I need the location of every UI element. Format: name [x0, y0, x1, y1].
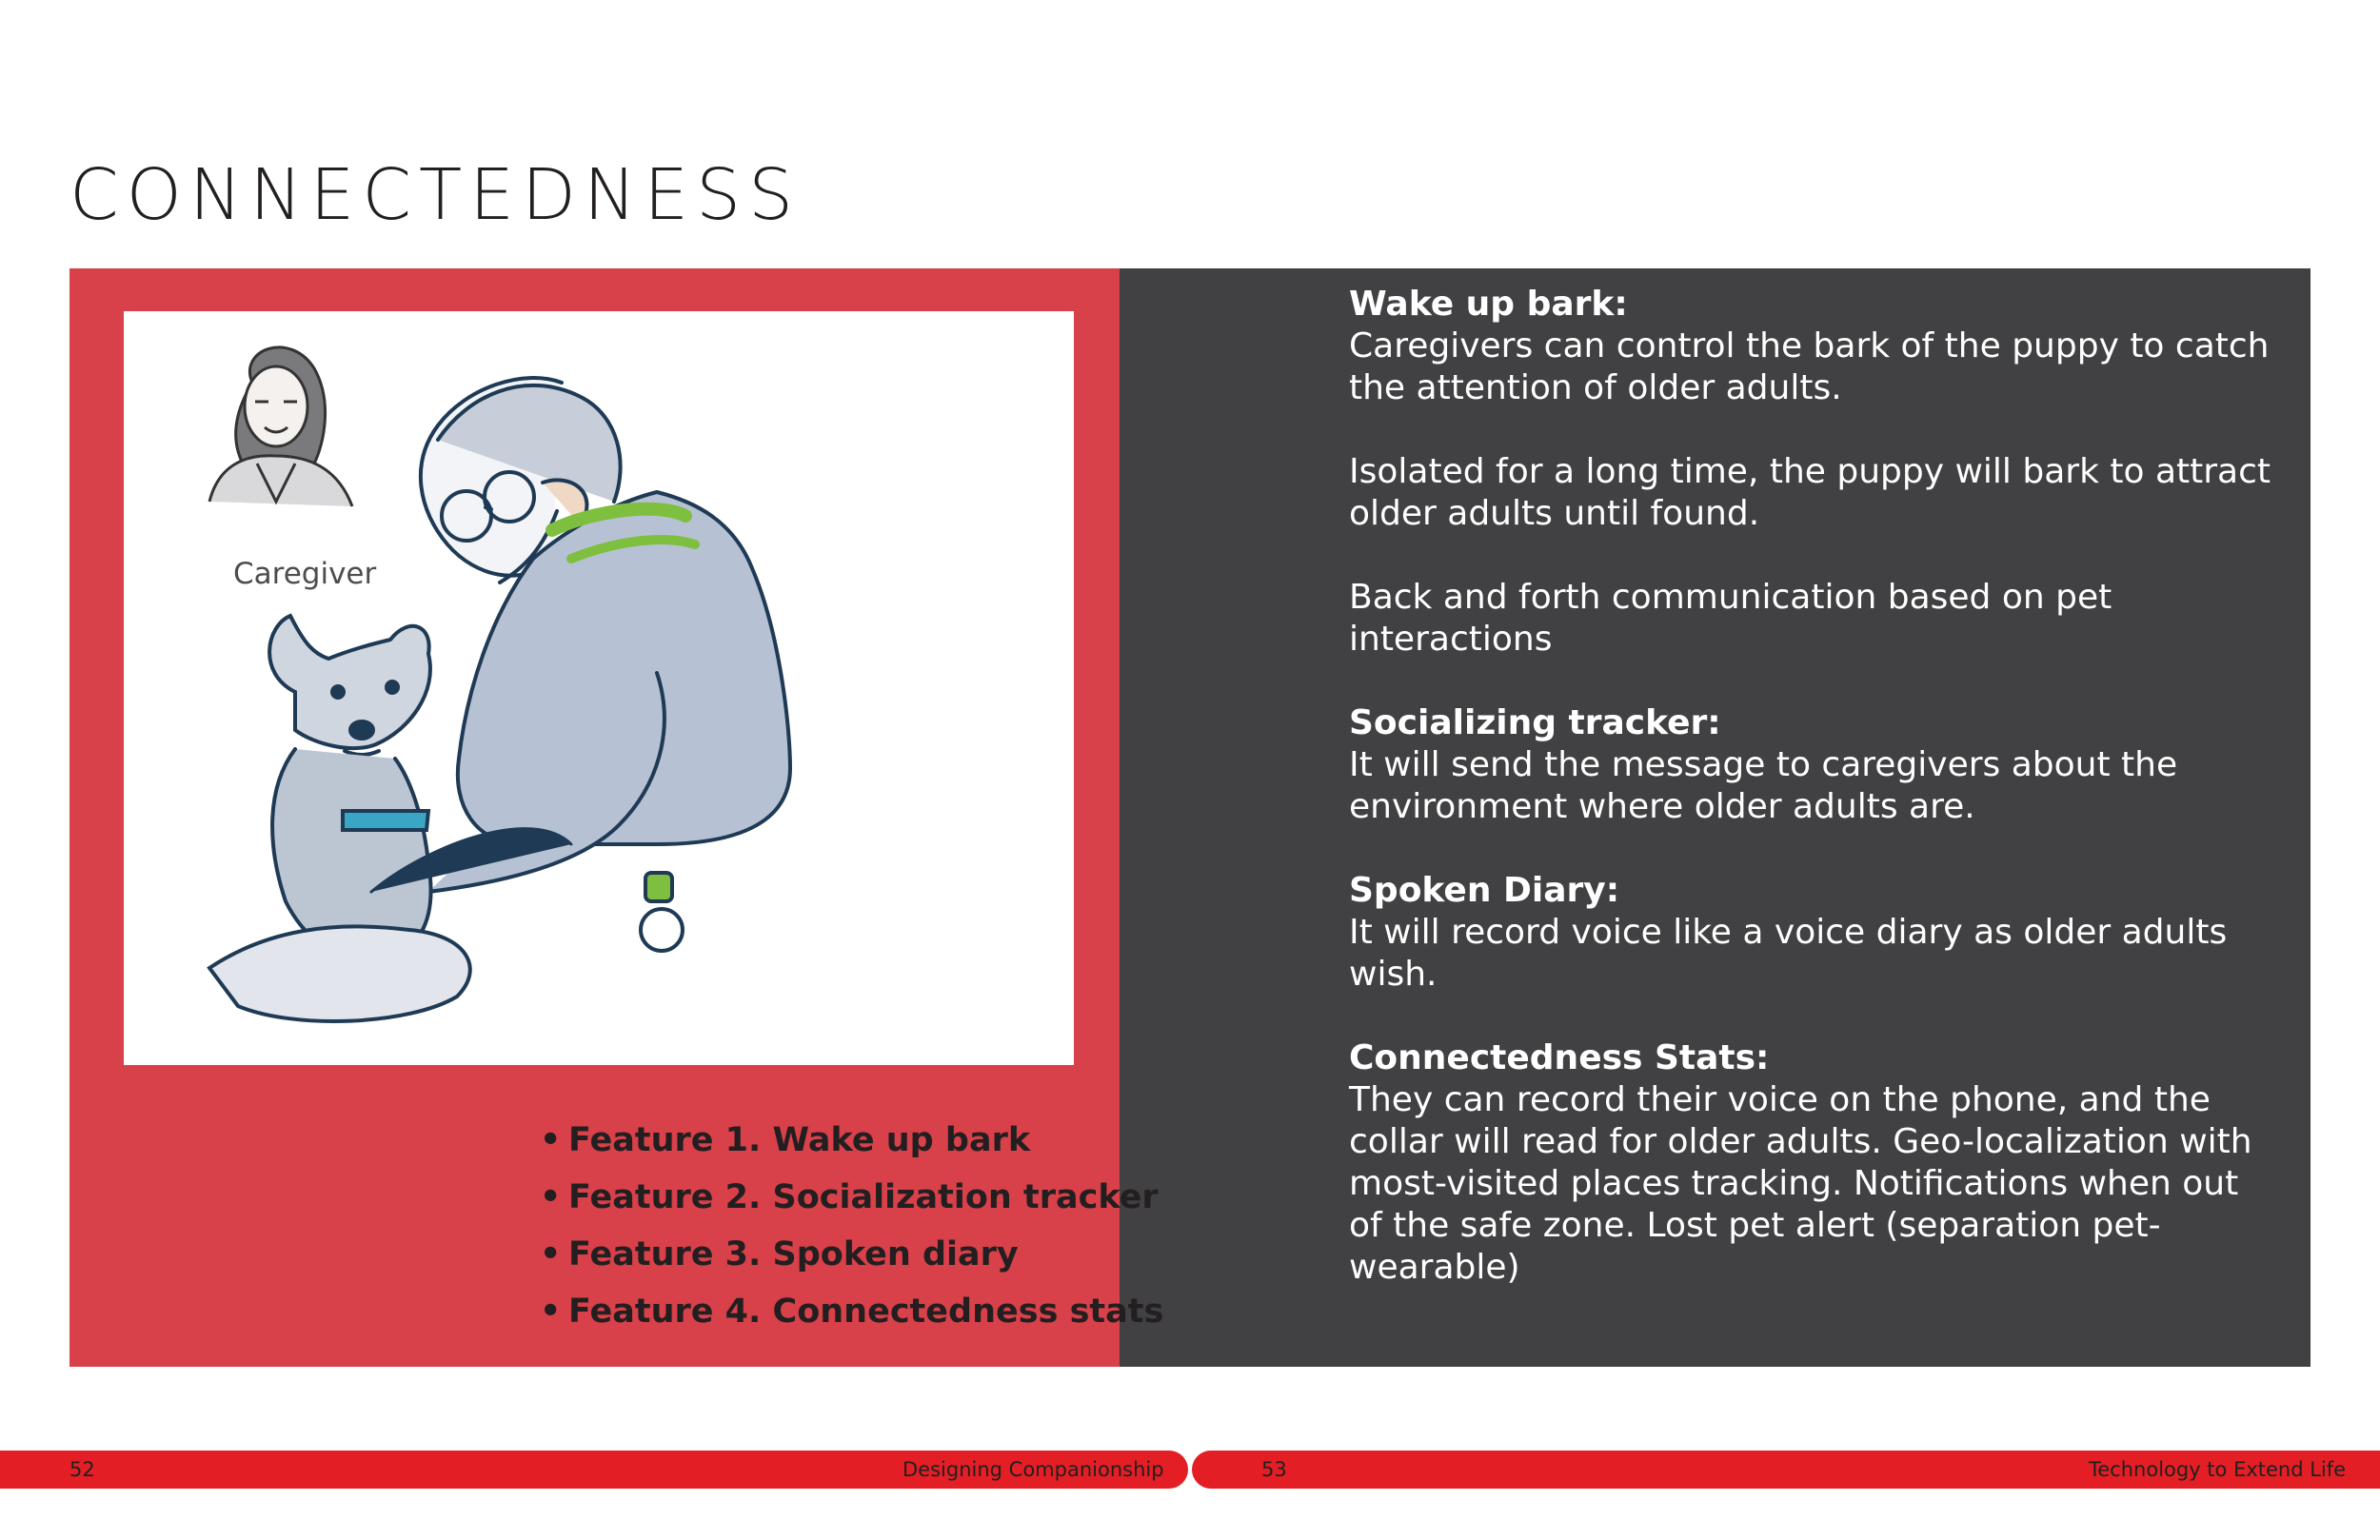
- stats-heading: Connectedness Stats:: [1349, 1038, 1770, 1077]
- feature-label: Feature 1. Wake up bark: [568, 1121, 1031, 1159]
- footer-title-left: Designing Companionship: [902, 1458, 1164, 1481]
- diary-text: It will record voice like a voice diary as older adults wish.: [1349, 913, 2228, 994]
- wake-up-text: Caregivers can control the bark of the puppy to catch the attention of older adults.: [1349, 326, 2270, 407]
- list-item: [540, 1169, 1163, 1226]
- list-item: [540, 1112, 1163, 1169]
- sketch-illustration: [124, 311, 1074, 1065]
- page-number-right: 53: [1261, 1458, 1287, 1481]
- stats-text: They can record their voice on the phone, and the collar will read for older adults. Geo-localization with most-visited places tracking. Notifications when out of the safe zone. Lost pet alert (separation pet-wearable): [1349, 1080, 2252, 1287]
- feature-label: Feature 4. Connectedness stats: [568, 1293, 1164, 1331]
- feature-label: Feature 2. Socialization tracker: [568, 1178, 1159, 1216]
- back-forth-text: Back and forth communication based on pet interactions: [1349, 578, 2112, 659]
- caregiver-portrait: [209, 347, 352, 506]
- bullet-icon: •: [540, 1235, 562, 1273]
- footer-title-right: Technology to Extend Life: [2089, 1458, 2347, 1481]
- bullet-icon: •: [540, 1293, 562, 1331]
- caregiver-label: Caregiver: [233, 557, 377, 591]
- footer-right: [1192, 1451, 2380, 1489]
- list-item: [540, 1283, 1163, 1340]
- socializing-text: It will send the message to caregivers about the environment where older adults are.: [1349, 745, 2178, 826]
- feature-list: [540, 1112, 1163, 1340]
- bullet-icon: •: [540, 1178, 562, 1216]
- feature-descriptions: [1349, 284, 2282, 1331]
- isolated-text: Isolated for a long time, the puppy will bark to attract older adults until found.: [1349, 452, 2271, 533]
- back-forth-section: [1349, 577, 2282, 661]
- diary-section: [1349, 870, 2282, 996]
- page-title: CONNECTEDNESS: [69, 154, 802, 236]
- diary-heading: Spoken Diary:: [1349, 871, 1620, 910]
- wake-up-section: [1349, 284, 2282, 409]
- page-number-left: 52: [69, 1458, 95, 1481]
- socializing-section: [1349, 702, 2282, 828]
- feature-label: Feature 3. Spoken diary: [568, 1235, 1019, 1273]
- stats-section: [1349, 1037, 2282, 1289]
- bullet-icon: •: [540, 1121, 562, 1159]
- list-item: [540, 1226, 1163, 1283]
- wake-up-heading: Wake up bark:: [1349, 285, 1628, 324]
- socializing-heading: Socializing tracker:: [1349, 703, 1721, 742]
- footer-left: [0, 1451, 1188, 1489]
- isolated-section: [1349, 451, 2282, 535]
